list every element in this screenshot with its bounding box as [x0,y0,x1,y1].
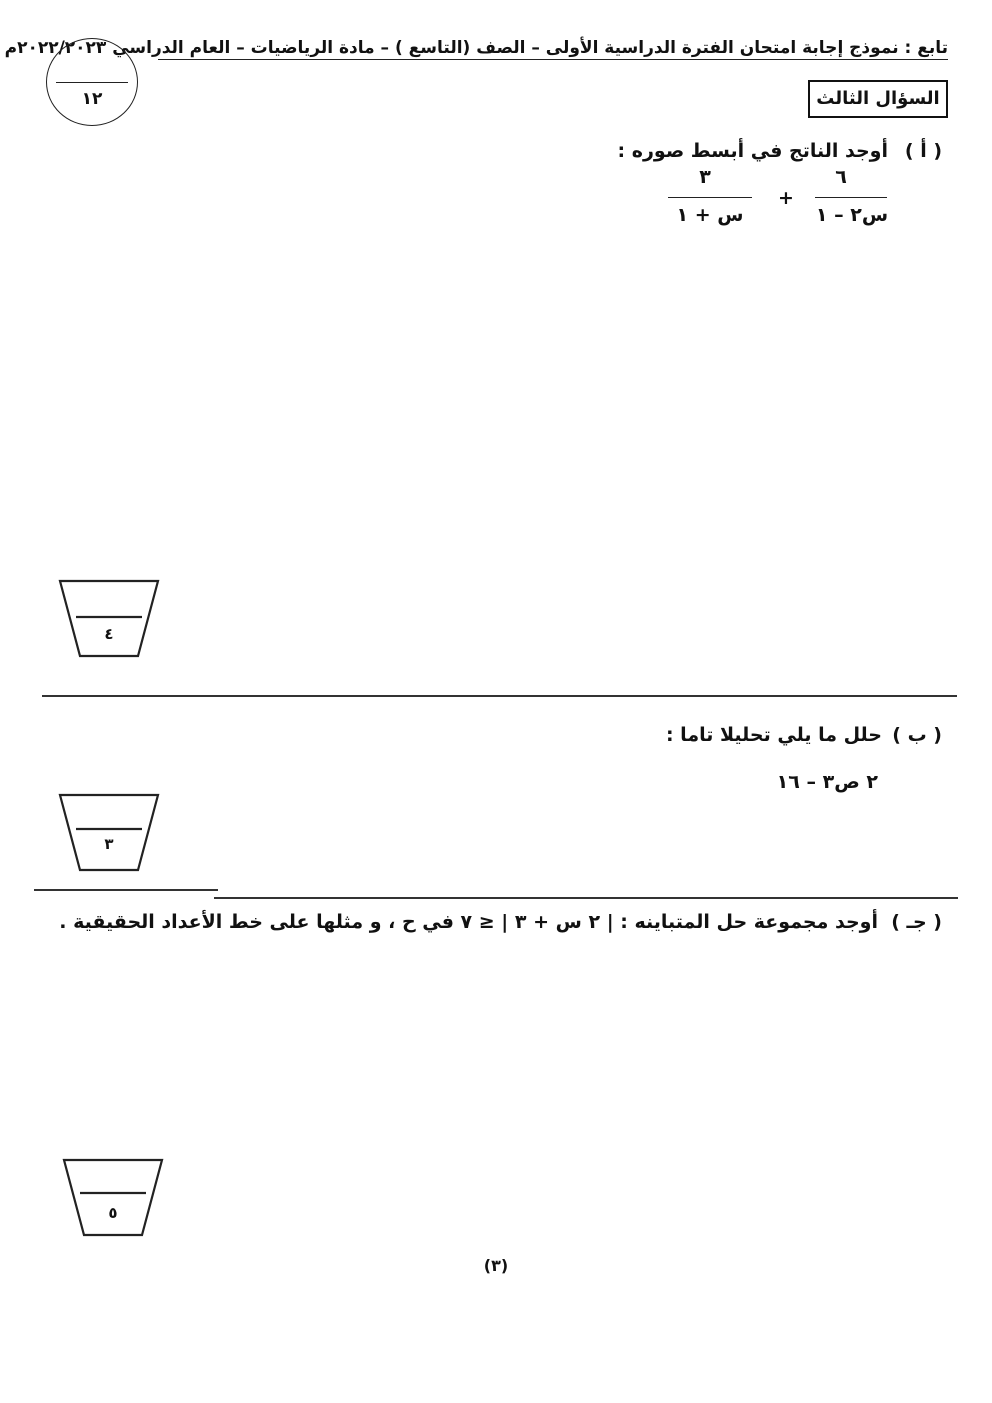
section-divider-2-right [214,897,958,899]
bucket-icon [58,579,160,659]
mark-box-part-a [58,579,160,659]
part-c-label: ( جـ ) [891,911,942,933]
section-divider-2-left [34,889,218,891]
bucket-icon [62,1158,164,1238]
bucket-icon [58,793,160,873]
plus-sign: + [778,187,794,209]
question-title-box: السؤال الثالث [808,80,948,118]
part-b-label: ( ب ) [892,724,942,746]
part-a-instruction: أوجد الناتج في أبسط صوره : [617,140,888,162]
fraction2-numerator: ٣ [699,166,711,188]
total-mark-circle [46,38,138,126]
part-a-label: ( أ ) [904,140,942,162]
fraction2-denominator: س + ١ [676,204,744,226]
page-number: (٣) [483,1256,509,1275]
fraction1-bar [815,197,887,198]
exam-header-title: تابع : نموذج إجابة امتحان الفترة الدراسية الأولى – الصف (التاسع ) – مادة الرياضيات – العام الدراسي ٢٠٢٢/٢٠٢٣م [4,38,948,58]
mark-box-part-c [62,1158,164,1238]
mark-divider [56,82,128,83]
part-c-mark: ٥ [108,1204,118,1222]
part-c-instruction: أوجد مجموعة حل المتباينه : | ٢ س + ٣ | ≤ ٧ في ح ، و مثلها على خط الأعداد الحقيقية . [59,911,878,933]
fraction1-numerator: ٦ [835,166,847,188]
part-b-expression: ٢ ص٣ – ١٦ [776,771,878,793]
part-a-mark: ٤ [104,625,114,643]
fraction1-denominator: س٢ – ١ [815,204,889,226]
part-b-instruction: حلل ما يلي تحليلا تاما : [665,724,882,746]
section-divider-1 [42,695,957,697]
fraction2-bar [668,197,752,198]
total-mark-value: ١٢ [81,89,103,109]
part-b-mark: ٣ [104,835,114,853]
mark-box-part-b [58,793,160,873]
